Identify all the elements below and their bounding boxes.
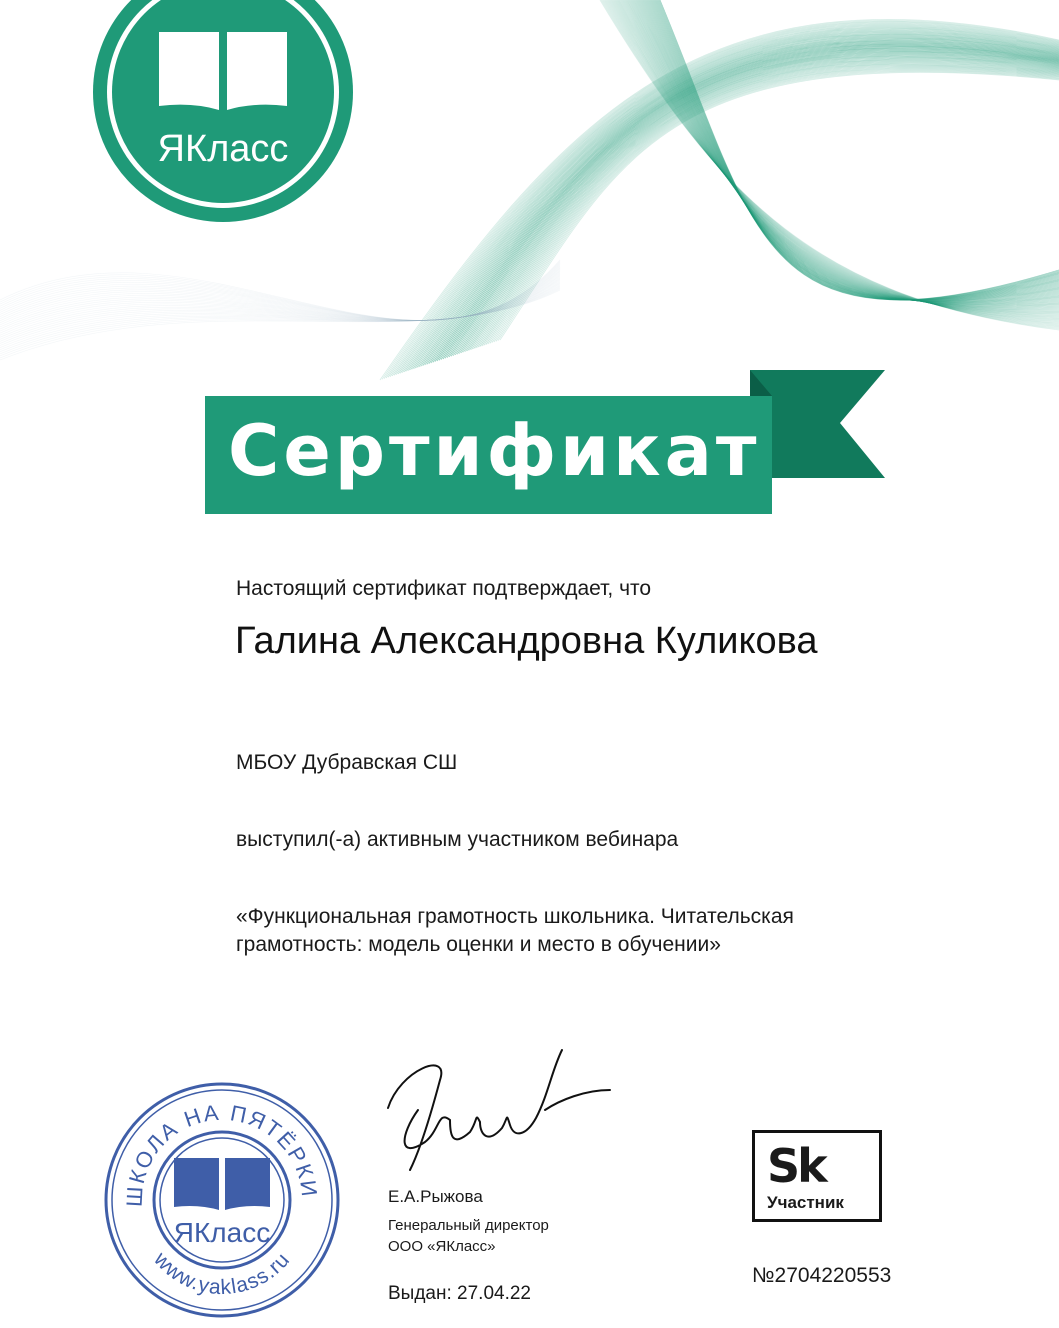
yaklass-stamp	[102, 1080, 342, 1320]
webinar-title-line2: грамотность: модель оценки и место в обучении»	[236, 933, 721, 956]
logo-text: ЯКласс	[157, 128, 289, 170]
skolkovo-logo: Sk	[767, 1139, 825, 1193]
certificate-number: №2704220553	[752, 1264, 892, 1287]
webinar-title-line1: «Функциональная грамотность школьника. Читательская	[236, 905, 794, 928]
skolkovo-label: Участник	[767, 1193, 844, 1212]
logo-circle	[92, 0, 354, 225]
signer-name: Е.А.Рыжова	[388, 1187, 483, 1206]
signature	[380, 1040, 620, 1180]
issue-date: Выдан: 27.04.22	[388, 1283, 531, 1304]
skolkovo-badge	[752, 1130, 882, 1222]
signer-org: ООО «ЯКласс»	[388, 1238, 496, 1255]
signer-role: Генеральный директор	[388, 1217, 549, 1234]
statement-text: выступил(-а) активным участником вебинара	[236, 828, 679, 851]
stamp-book-icon	[174, 1158, 270, 1210]
recipient-name: Галина Александровна Куликова	[235, 620, 818, 662]
stamp-top-text: ШКОЛА НА ПЯТЁРКИ	[121, 1099, 323, 1208]
intro-text: Настоящий сертификат подтверждает, что	[236, 577, 652, 600]
yaklass-logo	[92, 0, 354, 225]
school-name: МБОУ Дубравская СШ	[236, 751, 458, 774]
stamp-center-text: ЯКласс	[173, 1217, 271, 1248]
certificate-title: Сертификат	[228, 410, 761, 492]
stamp-bottom-text: www.yaklass.ru	[149, 1247, 295, 1300]
